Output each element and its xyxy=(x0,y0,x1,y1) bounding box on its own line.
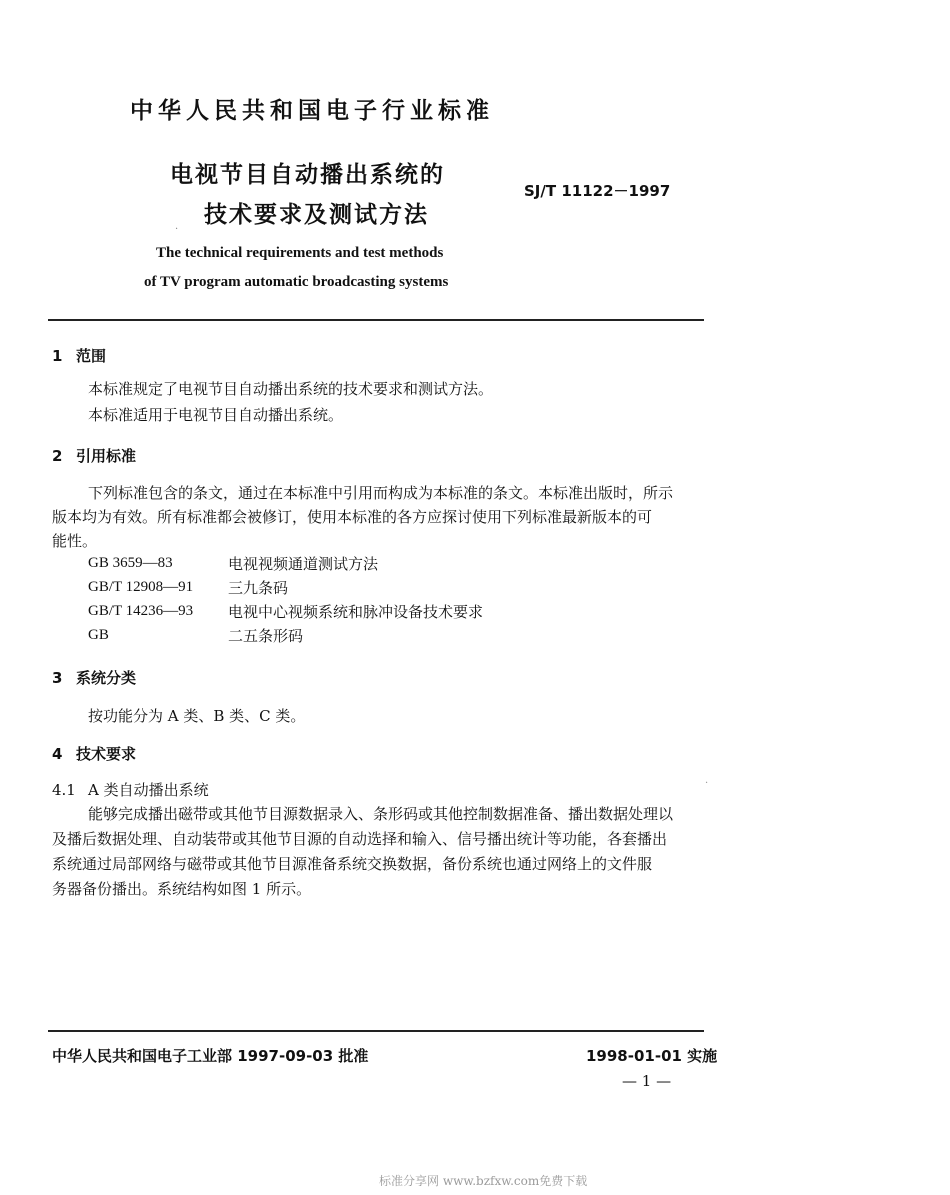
subsection-4-1-line-1: 能够完成播出磁带或其他节目源数据录入、条形码或其他控制数据准备、播出数据处理以 xyxy=(88,805,674,823)
subsection-number: 4.1 xyxy=(52,781,76,799)
watermark-text: 标准分享网 www.bzfxw.com免费下载 xyxy=(379,1174,588,1188)
effective-date: 1998-01-01 实施 xyxy=(586,1047,718,1065)
subsection-4-1-line-4: 务器备份播出。系统结构如图 1 所示。 xyxy=(52,880,312,898)
section-1-heading xyxy=(52,345,106,366)
reference-code: GB/T 12908—91 xyxy=(88,579,194,595)
section-number: 4 xyxy=(52,745,63,763)
reference-code: GB 3659—83 xyxy=(88,555,173,571)
issuing-authority: 中华人民共和国电子行业标准 xyxy=(130,98,494,124)
reference-title: 二五条形码 xyxy=(228,627,304,645)
footer-divider xyxy=(48,1030,704,1032)
section-title: 系统分类 xyxy=(76,669,137,687)
reference-code: GB/T 14236—93 xyxy=(88,603,194,619)
section-2-heading xyxy=(52,445,136,466)
section-number: 2 xyxy=(52,447,63,465)
section-1-para-1: 本标准规定了电视节目自动播出系统的技术要求和测试方法。 xyxy=(88,380,494,398)
reference-title: 电视中心视频系统和脉冲设备技术要求 xyxy=(228,603,484,621)
title-cn-line-2: 技术要求及测试方法 xyxy=(204,202,429,228)
section-3-para-1: 按功能分为 A 类、B 类、C 类。 xyxy=(88,707,306,725)
section-number: 3 xyxy=(52,669,63,687)
section-title: 引用标准 xyxy=(76,447,137,465)
subsection-4-1-line-3: 系统通过局部网络与磁带或其他节目源准备系统交换数据，备份系统也通过网络上的文件服 xyxy=(52,855,653,873)
page-number: — 1 — xyxy=(622,1072,672,1090)
section-4-heading xyxy=(52,743,136,764)
reference-code: GB xyxy=(88,627,109,643)
standard-number: SJ/T 11122－1997 xyxy=(524,182,671,200)
subsection-4-1-line-2: 及播后数据处理、自动装带或其他节目源的自动选择和输入、信号播出统计等功能，各套播出 xyxy=(52,830,668,848)
scan-mark: · xyxy=(705,778,709,789)
reference-title: 电视视频通道测试方法 xyxy=(228,555,379,573)
subsection-title: A 类自动播出系统 xyxy=(88,781,209,799)
title-cn-line-1: 电视节目自动播出系统的 xyxy=(170,162,445,188)
title-en-line-2: of TV program automatic broadcasting systems xyxy=(144,274,449,290)
section-2-intro-line-3: 能性。 xyxy=(52,532,98,550)
approval-date: 中华人民共和国电子工业部 1997-09-03 批准 xyxy=(52,1047,369,1065)
section-title: 范围 xyxy=(76,347,107,365)
reference-title: 三九条码 xyxy=(228,579,289,597)
section-2-intro-line-1: 下列标准包含的条文，通过在本标准中引用而构成为本标准的条文。本标准出版时，所示 xyxy=(88,484,674,502)
section-number: 1 xyxy=(52,347,63,365)
title-en-line-1: The technical requirements and test methods xyxy=(156,245,444,261)
section-1-para-2: 本标准适用于电视节目自动播出系统。 xyxy=(88,406,344,424)
scan-mark: · xyxy=(175,224,179,235)
section-3-heading xyxy=(52,667,136,688)
section-title: 技术要求 xyxy=(76,745,137,763)
header-divider xyxy=(48,319,704,321)
subsection-4-1-heading xyxy=(52,779,209,800)
section-2-intro-line-2: 版本均为有效。所有标准都会被修订，使用本标准的各方应探讨使用下列标准最新版本的可 xyxy=(52,508,653,526)
